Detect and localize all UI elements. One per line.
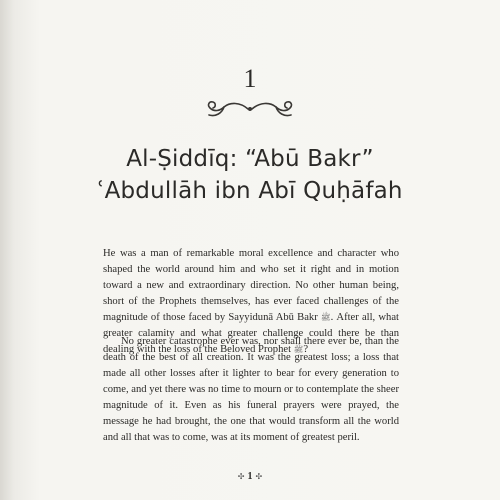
paragraph-1-text-before: He was a man of remarkable moral excellence and character who shaped the world around him and who set it right and in motion toward a new and extraordinary direction. No other human being, short of the Prophets themselves, has ever faced challenges of the magnitude of those faced by Sayyidunā Abū Bakr [103,248,399,323]
paragraph-1-text-middle: . After all, what greater calamity and what greater challenge could there be than dealing with the loss of the Beloved Prophet [103,312,399,355]
chapter-title-line-1: Al-Ṣiddīq: “Abū Bakr” [126,146,374,172]
page-number: 1 [247,471,253,482]
folio-left-ornament-icon: ✣ [237,472,245,481]
paragraph-1-text-after: ? [303,344,309,355]
paragraph-2: No greater catastrophe ever was, nor shall there ever be, than the death of the best of all creation. It was the greatest loss; a loss that made all other losses after it lighter to bear for every generation to come, and yet there was no time to mourn or to contemplate the sheer magnitude of it. Even as his funeral prayers were prayed, the message he had brought, the one that would transform all the world and all that was to come, was at its moment of greatest peril. [103,336,399,443]
chapter-title-line-2: ʿAbdullāh ibn Abī Quḥāfah [97,178,403,204]
chapter-number: 1 [243,64,257,93]
folio-right-ornament-icon: ✣ [255,472,263,481]
honorific-glyph-icon: ﷺ [320,313,331,322]
page-folio [0,471,500,483]
scroll-flourish-ornament-icon [200,98,300,120]
honorific-glyph-icon: ﷺ [293,345,304,354]
